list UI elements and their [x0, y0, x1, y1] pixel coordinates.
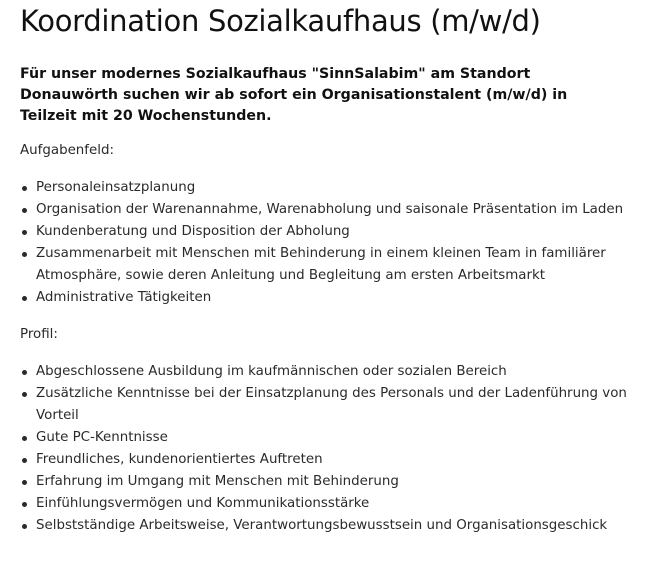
list-item-text: Kundenberatung und Disposition der Abholung [36, 224, 350, 239]
list-item [20, 221, 650, 243]
bullet-icon [22, 296, 27, 301]
profile-heading: Profil: [20, 327, 58, 342]
bullet-icon [22, 458, 27, 463]
bullet-icon [22, 524, 27, 529]
list-item [20, 471, 650, 493]
bullet-icon [22, 208, 27, 213]
list-item [20, 199, 650, 221]
profile-list [20, 361, 650, 537]
job-posting [20, 0, 650, 537]
bullet-icon [22, 370, 27, 375]
bullet-icon [22, 186, 27, 191]
list-item-text: Abgeschlossene Ausbildung im kaufmännischen oder sozialen Bereich [36, 364, 507, 379]
list-item [20, 287, 650, 309]
bullet-icon [22, 436, 27, 441]
list-item-text: Personaleinsatzplanung [36, 180, 196, 195]
list-item-text: Zusammenarbeit mit Menschen mit Behinderung in einem kleinen Team in familiärer Atmosphäre, sowie deren Anleitung und Begleitung am ersten Arbeitsmarkt [36, 246, 606, 283]
list-item-text: Erfahrung im Umgang mit Menschen mit Behinderung [36, 474, 399, 489]
tasks-heading: Aufgabenfeld: [20, 143, 114, 158]
list-item [20, 515, 650, 537]
bullet-icon [22, 392, 27, 397]
list-item [20, 177, 650, 199]
list-item-text: Gute PC-Kenntnisse [36, 430, 168, 445]
list-item [20, 383, 650, 427]
list-item-text: Organisation der Warenannahme, Warenabholung und saisonale Präsentation im Laden [36, 202, 624, 217]
list-item [20, 361, 650, 383]
list-item-text: Zusätzliche Kenntnisse bei der Einsatzplanung des Personals und der Ladenführung von Vorteil [36, 386, 627, 423]
list-item [20, 493, 650, 515]
bullet-icon [22, 480, 27, 485]
list-item-text: Selbstständige Arbeitsweise, Verantwortungsbewusstsein und Organisationsgeschick [36, 518, 608, 533]
tasks-list [20, 177, 650, 309]
list-item-text: Einfühlungsvermögen und Kommunikationsstärke [36, 496, 370, 511]
list-item [20, 243, 650, 287]
page-title: Koordination Sozialkaufhaus (m/w/d) [20, 4, 541, 38]
list-item [20, 427, 650, 449]
lead-paragraph: Für unser modernes Sozialkaufhaus "SinnSalabim" am Standort Donauwörth suchen wir ab sofort ein Organisationstalent (m/w/d) in Teilzeit mit 20 Wochenstunden. [20, 66, 568, 124]
list-item-text: Freundliches, kundenorientiertes Auftreten [36, 452, 323, 467]
list-item-text: Administrative Tätigkeiten [36, 290, 212, 305]
bullet-icon [22, 502, 27, 507]
list-item [20, 449, 650, 471]
bullet-icon [22, 252, 27, 257]
bullet-icon [22, 230, 27, 235]
